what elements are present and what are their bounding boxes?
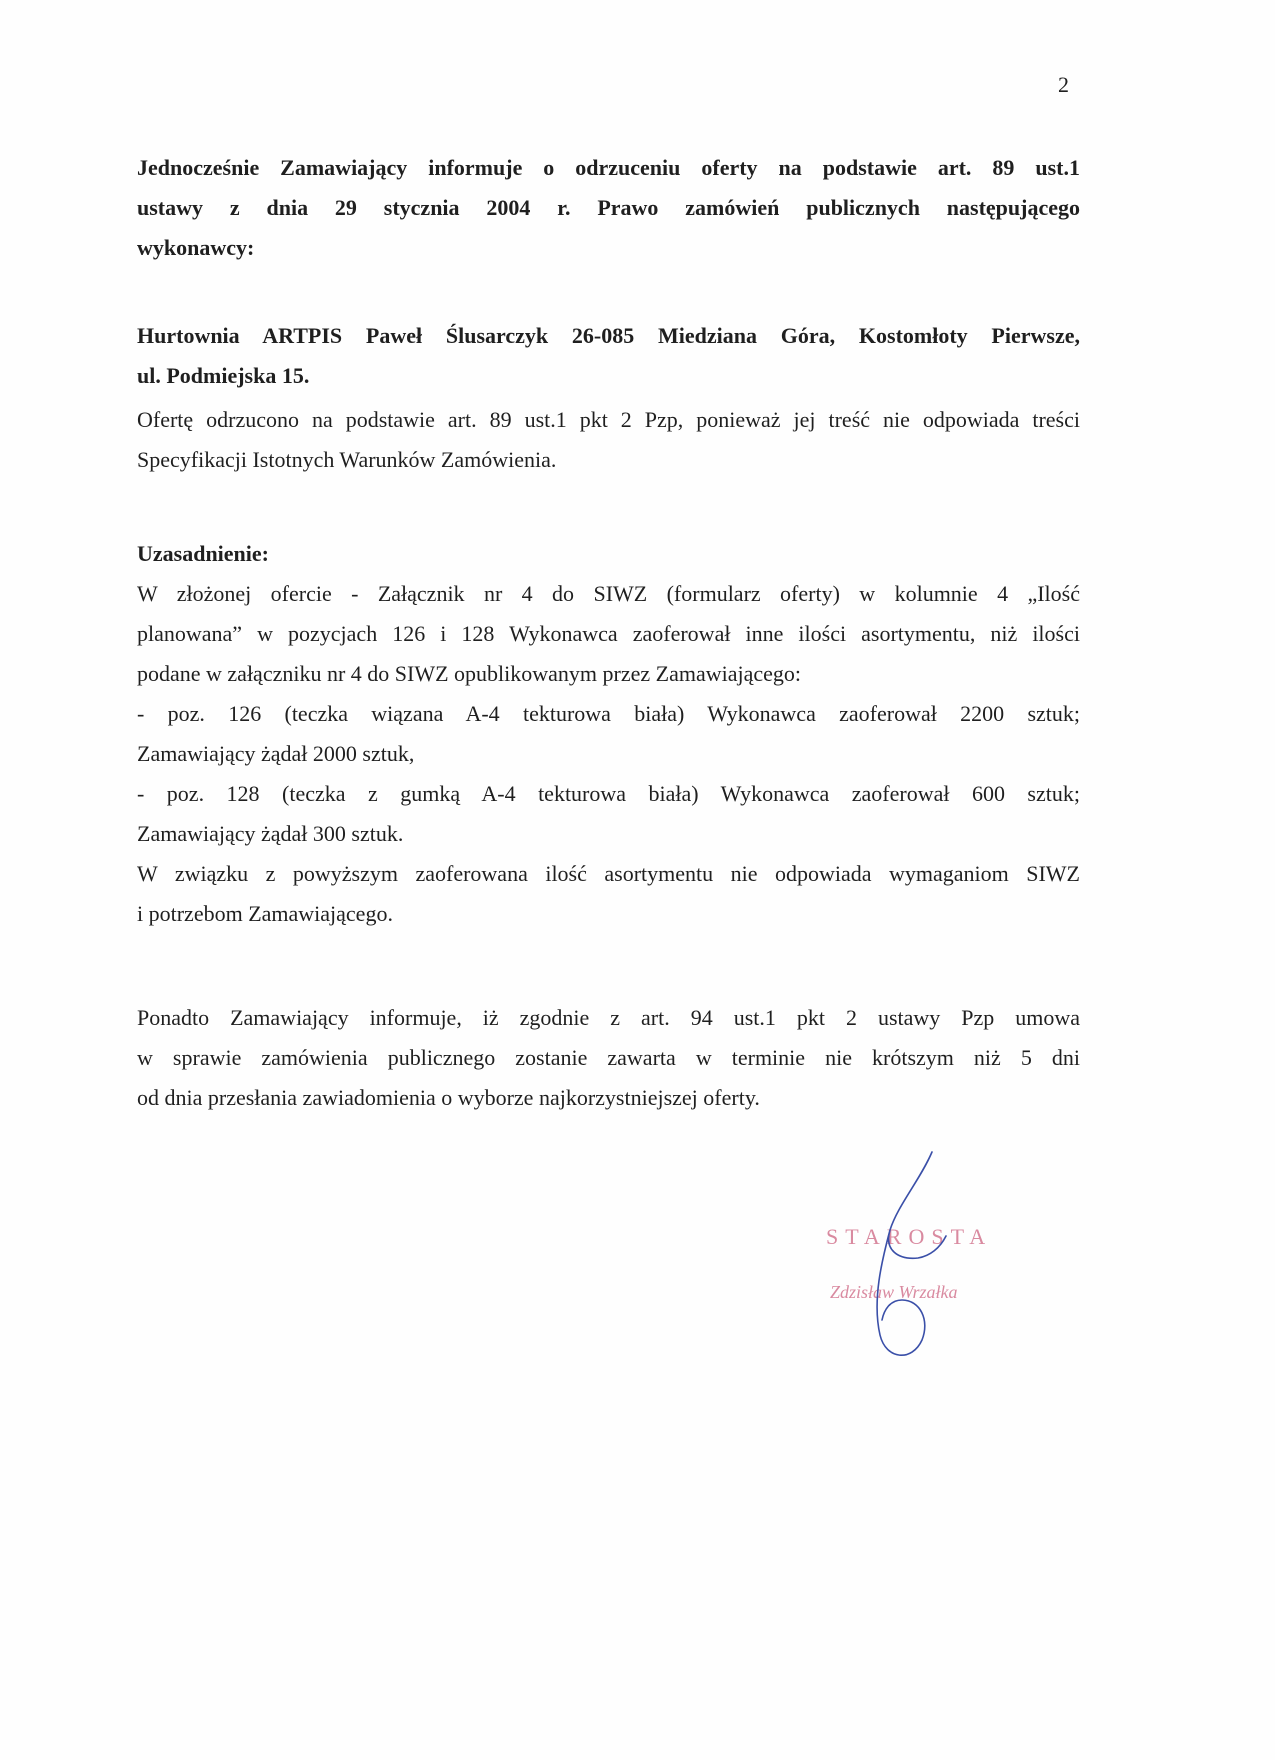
closing-line: Ponadto Zamawiający informuje, iż zgodnie z art. 94 ust.1 pkt 2 ustawy Pzp umowa (137, 1005, 1080, 1030)
rejection-line: Specyfikacji Istotnych Warunków Zamówienia. (137, 447, 557, 472)
justification-paragraph (137, 574, 1080, 934)
justification-line: i potrzebom Zamawiającego. (137, 901, 393, 926)
justification-line: - poz. 128 (teczka z gumką A-4 tekturowa biała) Wykonawca zaoferował 600 sztuk; (137, 781, 1080, 806)
rejection-paragraph (137, 400, 1080, 480)
rejection-line: Ofertę odrzucono na podstawie art. 89 ust.1 pkt 2 Pzp, ponieważ jej treść nie odpowiada treści (137, 407, 1080, 432)
justification-heading: Uzasadnienie: (137, 541, 269, 566)
page-number: 2 (1058, 72, 1069, 97)
contractor-line: Hurtownia ARTPIS Paweł Ślusarczyk 26-085 Miedziana Góra, Kostomłoty Pierwsze, (137, 323, 1080, 348)
stamp-name: Zdzisław Wrzałka (830, 1282, 958, 1302)
closing-paragraph (137, 998, 1080, 1118)
justification-line: W związku z powyższym zaoferowana ilość asortymentu nie odpowiada wymaganiom SIWZ (137, 861, 1080, 886)
intro-line: wykonawcy: (137, 235, 255, 260)
closing-line: w sprawie zamówienia publicznego zostanie zawarta w terminie nie krótszym niż 5 dni (137, 1045, 1080, 1070)
justification-line: W złożonej ofercie - Załącznik nr 4 do SIWZ (formularz oferty) w kolumnie 4 „Ilość (137, 581, 1080, 606)
justification-line: planowana” w pozycjach 126 i 128 Wykonawca zaoferował inne ilości asortymentu, niż ilości (137, 621, 1080, 646)
justification-line: Zamawiający żądał 2000 sztuk, (137, 741, 415, 766)
justification-line: Zamawiający żądał 300 sztuk. (137, 821, 404, 846)
signature-stroke (877, 1152, 946, 1355)
contractor-line: ul. Podmiejska 15. (137, 363, 310, 388)
intro-line: Jednocześnie Zamawiający informuje o odrzuceniu oferty na podstawie art. 89 ust.1 (137, 155, 1080, 180)
justification-line: podane w załączniku nr 4 do SIWZ opublikowanym przez Zamawiającego: (137, 661, 802, 686)
intro-line: ustawy z dnia 29 stycznia 2004 r. Prawo zamówień publicznych następującego (137, 195, 1080, 220)
stamp-title: STAROSTA (826, 1224, 993, 1249)
closing-line: od dnia przesłania zawiadomienia o wyborze najkorzystniejszej oferty. (137, 1085, 760, 1110)
contractor-paragraph (137, 316, 1080, 396)
justification-line: - poz. 126 (teczka wiązana A-4 tekturowa biała) Wykonawca zaoferował 2200 sztuk; (137, 701, 1080, 726)
handwritten-signature (820, 1150, 1000, 1370)
intro-paragraph (137, 148, 1080, 268)
